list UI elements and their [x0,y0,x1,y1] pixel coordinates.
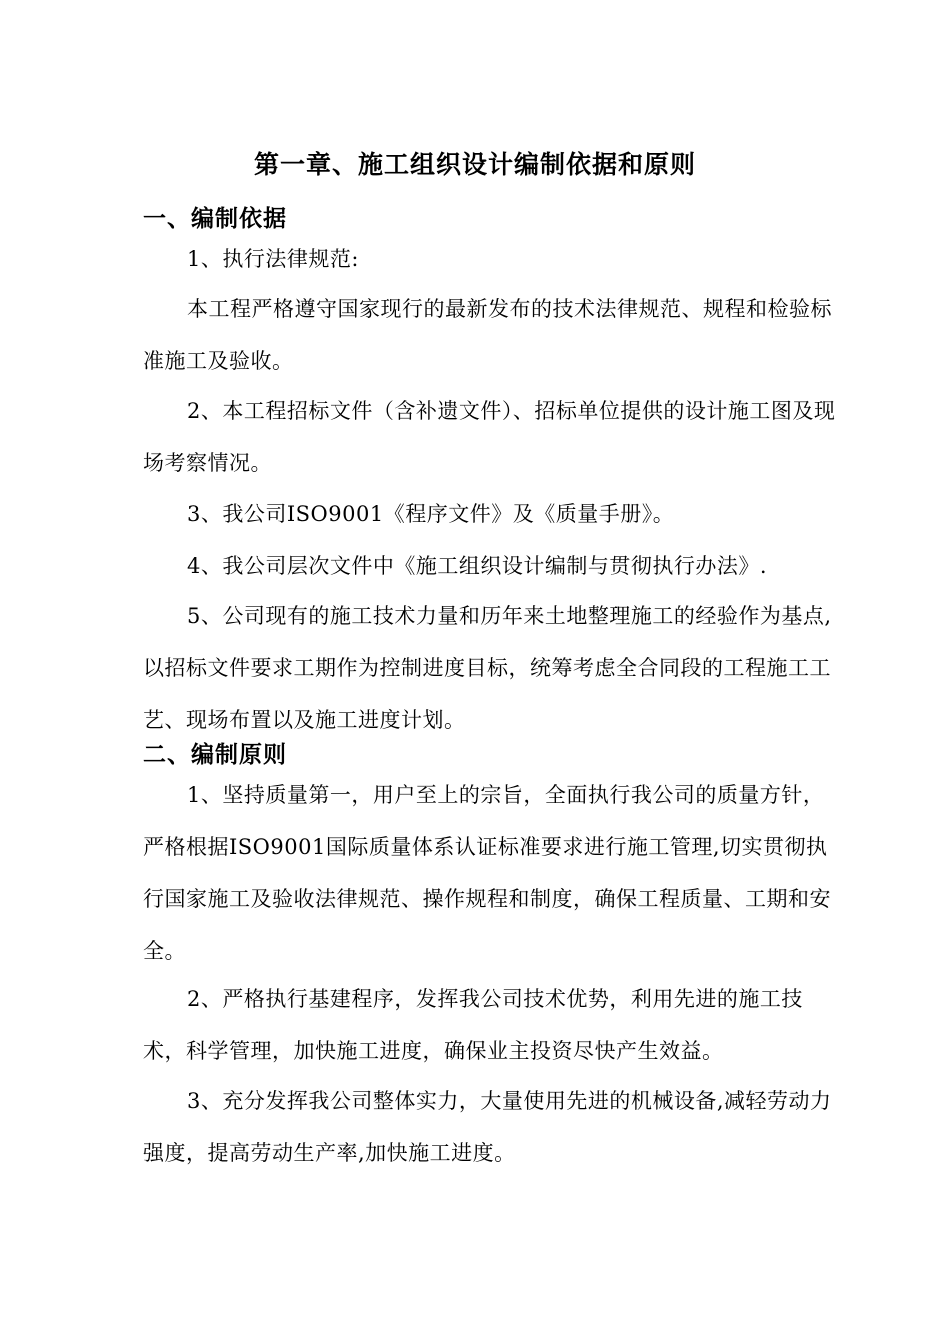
basis-item-5: 5、公司现有的施工技术力量和历年来土地整理施工的经验作为基点,以招标文件要求工期作为控制进度目标，统筹考虑全合同段的工程施工工艺、现场布置以及施工进度计划。 [143,604,832,732]
section-heading-basis: 一、编制依据 [143,206,287,232]
chapter-title: 第一章、施工组织设计编制依据和原则 [253,150,696,179]
principle-item-2: 2、严格执行基建程序，发挥我公司技术优势，利用先进的施工技术，科学管理，加快施工进度，确保业主投资尽快产生效益。 [143,987,803,1063]
basis-item-4: 4、我公司层次文件中《施工组织设计编制与贯彻执行办法》. [187,554,768,578]
basis-item-1: 1、执行法律规范: [187,247,359,271]
basis-item-2: 2、本工程招标文件（含补遗文件）、招标单位提供的设计施工图及现场考察情况。 [143,399,836,475]
principle-item-3: 3、充分发挥我公司整体实力，大量使用先进的机械设备,减轻劳动力强度，提高劳动生产率,加快施工进度。 [143,1089,832,1165]
basis-item-1-text: 本工程严格遵守国家现行的最新发布的技术法律规范、规程和检验标准施工及验收。 [143,297,832,373]
basis-item-3: 3、我公司ISO9001《程序文件》及《质量手册》。 [187,502,675,526]
principle-item-1: 1、坚持质量第一，用户至上的宗旨，全面执行我公司的质量方针，严格根据ISO9001国际质量体系认证标准要求进行施工管理,切实贯彻执行国家施工及验收法律规范、操作规程和制度，确保工程质量、工期和安全。 [143,783,831,963]
section-heading-principles: 二、编制原则 [143,742,287,768]
